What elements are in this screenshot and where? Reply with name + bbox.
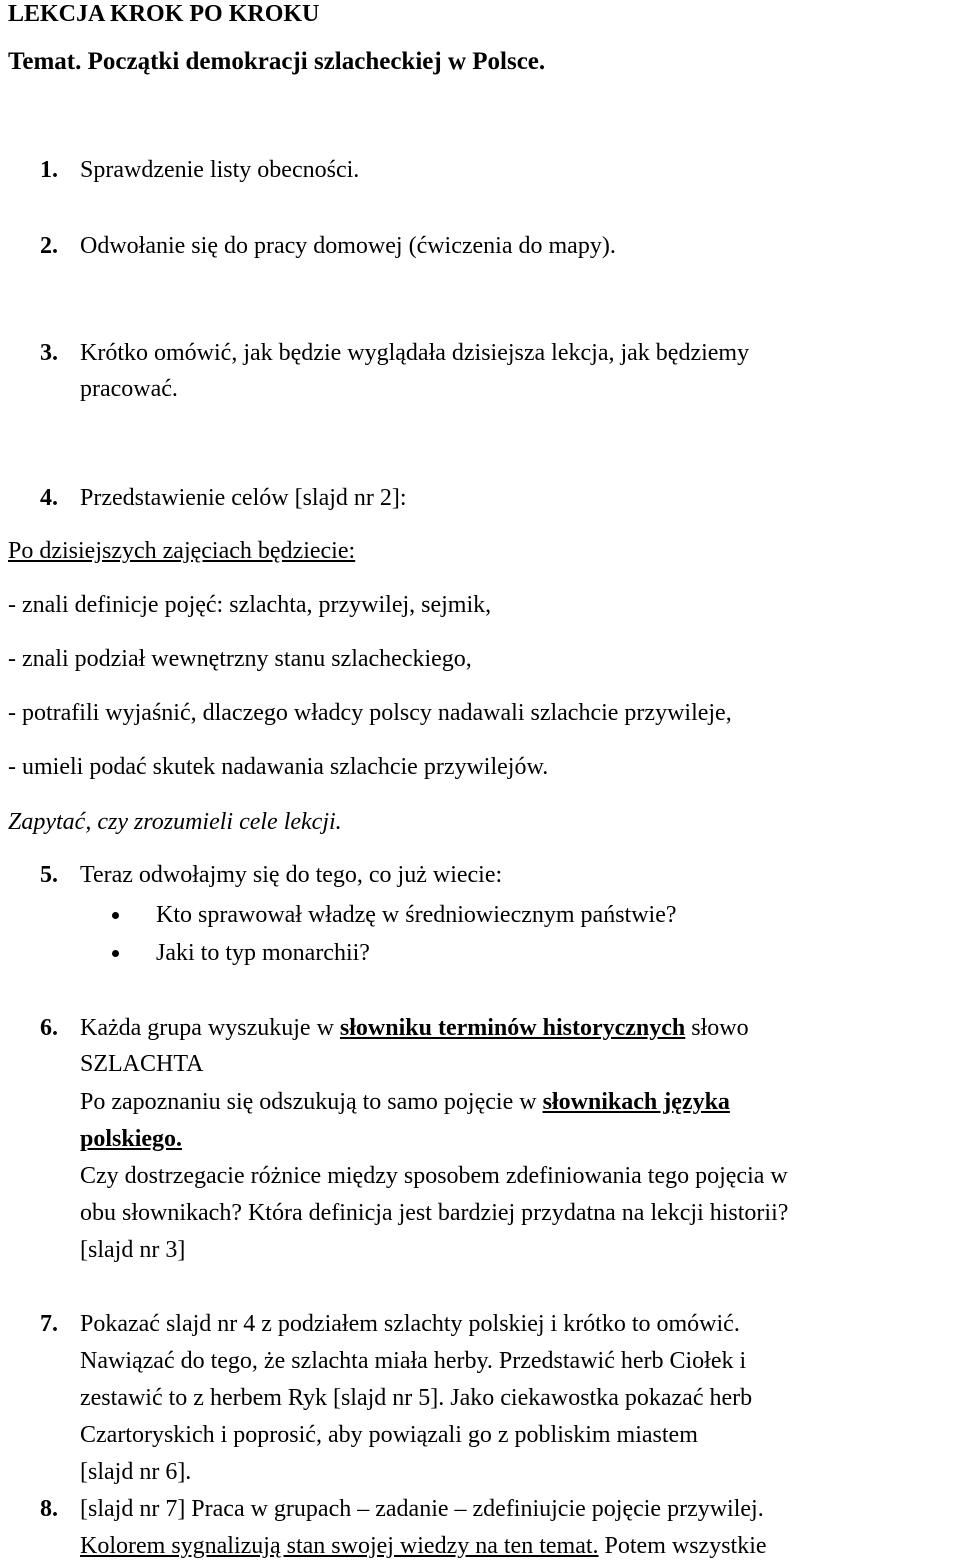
item-text: Odwołanie się do pracy domowej (ćwiczenia do mapy). <box>80 233 616 259</box>
item-text: Czy dostrzegacie różnice między sposobem zdefiniowania tego pojęcia w <box>80 1163 788 1189</box>
item-text: Pokazać slajd nr 4 z podziałem szlachty polskiej i krótko to omówić. <box>80 1311 740 1337</box>
goal-item: - znali podział wewnętrzny stanu szlacheckiego, <box>8 646 472 672</box>
goal-item: - umieli podać skutek nadawania szlachcie przywilejów. <box>8 754 549 780</box>
item-number: 7. <box>40 1311 58 1337</box>
term-highlight: słowniku terminów historycznych <box>339 1015 686 1041</box>
item-text: [slajd nr 7] Praca w grupach – zadanie – zdefiniujcie pojęcie przywilej. <box>80 1496 764 1522</box>
underlined-text: Kolorem sygnalizują stan swojej wiedzy na ten temat. <box>80 1533 599 1559</box>
item-text <box>80 1532 767 1560</box>
item-text: Przedstawienie celów [slajd nr 2]: <box>80 485 407 511</box>
item-text: Sprawdzenie listy obecności. <box>80 157 360 183</box>
item-number: 3. <box>40 340 58 366</box>
item-text-part: słowo <box>685 1015 749 1041</box>
item-text: Teraz odwołajmy się do tego, co już wiecie: <box>80 862 503 888</box>
item-text: [slajd nr 6]. <box>80 1459 192 1485</box>
item-text: Nawiązać do tego, że szlachta miała herby. Przedstawić herb Ciołek i <box>80 1348 747 1374</box>
item-text-part: Każda grupa wyszukuje w <box>80 1015 340 1041</box>
item-text: SZLACHTA <box>80 1051 204 1077</box>
bullet-item: Kto sprawował władzę w średniowiecznym państwie? <box>156 902 677 928</box>
document-header: LEKCJA KROK PO KROKU <box>8 1 320 27</box>
term-highlight: polskiego. <box>80 1126 183 1152</box>
item-text: obu słownikach? Która definicja jest bardziej przydatna na lekcji historii? <box>80 1200 789 1226</box>
bullet-icon <box>112 912 119 919</box>
goal-item: - potrafili wyjaśnić, dlaczego władcy polscy nadawali szlachcie przywileje, <box>8 700 732 726</box>
goal-item: - znali definicje pojęć: szlachta, przywilej, sejmik, <box>8 592 492 618</box>
goals-note: Zapytać, czy zrozumieli cele lekcji. <box>8 809 342 835</box>
bullet-icon <box>112 950 119 957</box>
bullet-item: Jaki to typ monarchii? <box>156 940 370 966</box>
item-text: zestawić to z herbem Ryk [slajd nr 5]. Jako ciekawostka pokazać herb <box>80 1385 753 1411</box>
term-highlight: słownikach języka <box>542 1089 730 1115</box>
item-text: Czartoryskich i poprosić, aby powiązali go z pobliskim miastem <box>80 1422 698 1448</box>
item-text: [slajd nr 3] <box>80 1237 186 1263</box>
goals-heading: Po dzisiejszych zajęciach będziecie: <box>8 538 356 564</box>
lesson-title: Temat. Początki demokracji szlacheckiej w Polsce. <box>8 48 546 75</box>
item-number: 8. <box>40 1496 58 1522</box>
item-text <box>80 1088 730 1116</box>
item-number: 1. <box>40 157 58 183</box>
item-number: 2. <box>40 233 58 259</box>
item-text: pracować. <box>80 376 178 402</box>
item-number: 5. <box>40 862 58 888</box>
item-text-part: Potem wszystkie <box>598 1533 767 1559</box>
item-text-part: Po zapoznaniu się odszukują to samo pojęcie w <box>80 1089 543 1115</box>
item-text <box>80 1014 749 1042</box>
item-number: 6. <box>40 1015 58 1041</box>
item-number: 4. <box>40 485 58 511</box>
item-text: Krótko omówić, jak będzie wyglądała dzisiejsza lekcja, jak będziemy <box>80 340 750 366</box>
